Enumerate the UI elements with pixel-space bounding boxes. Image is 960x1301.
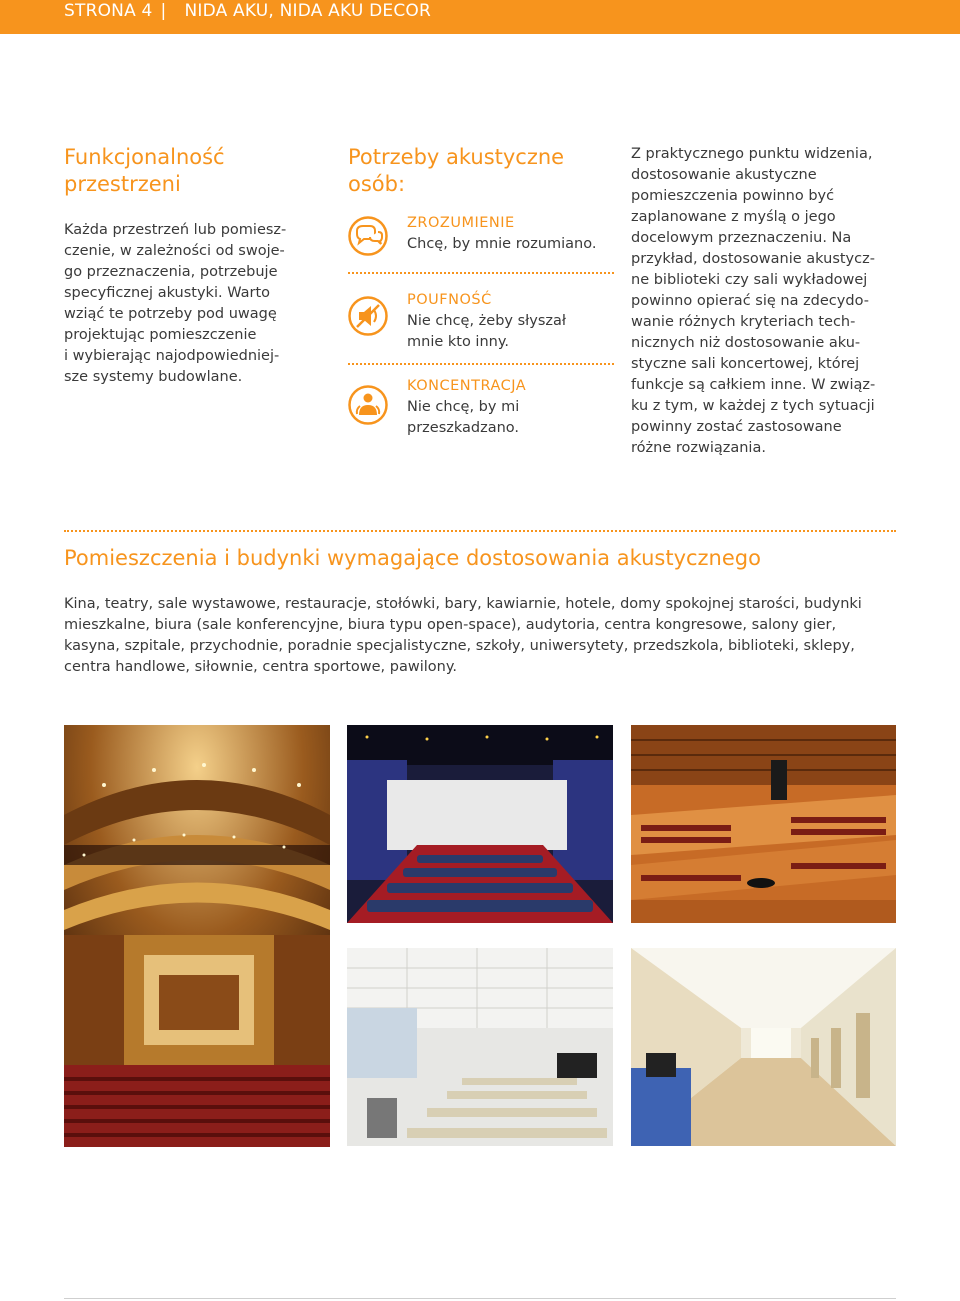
practical-line: ku z tym, w każdej z tych sytuacji xyxy=(631,398,875,414)
functionality-line: go przeznaczenia, potrzebuje xyxy=(64,264,278,280)
practical-line: styczne sali koncertowej, której xyxy=(631,356,860,372)
section-divider xyxy=(64,530,896,532)
practical-line: Z praktycznego punktu widzenia, xyxy=(631,146,873,162)
corridor-photo xyxy=(631,948,896,1146)
practical-line: docelowym przeznaczeniu. Na xyxy=(631,230,852,246)
divider xyxy=(348,363,614,365)
functionality-line: i wybierając najodpowiedniej- xyxy=(64,348,280,364)
product-name: NIDA AKU, NIDA AKU DECOR xyxy=(184,1,432,21)
acoustic-needs-title-line1: Potrzeby akustyczne xyxy=(348,145,565,169)
functionality-title xyxy=(64,144,314,198)
need-text xyxy=(407,397,612,439)
need-text-line: Nie chcę, żeby słyszał xyxy=(407,313,567,329)
practical-line: dostosowanie akustyczne xyxy=(631,167,817,183)
functionality-line: projektując pomieszczenie xyxy=(64,327,257,343)
practical-line: pomieszczenia powinno być xyxy=(631,188,835,204)
theatre-photo xyxy=(64,725,330,1147)
need-heading: ZROZUMIENIE xyxy=(407,215,515,231)
functionality-line: wziąć te potrzeby pod uwagę xyxy=(64,306,277,322)
need-text-line: Nie chcę, by mi xyxy=(407,399,520,415)
functionality-line: specyficznej akustyki. Warto xyxy=(64,285,271,301)
bottom-divider xyxy=(64,1298,896,1299)
functionality-line: czenie, w zależności od swoje- xyxy=(64,243,285,259)
functionality-text xyxy=(64,220,314,388)
functionality-line: Każda przestrzeń lub pomiesz- xyxy=(64,222,287,238)
need-text-line: przeszkadzano. xyxy=(407,420,520,436)
concert-hall-photo xyxy=(631,725,896,923)
practical-line: funkcje są całkiem inne. W związ- xyxy=(631,377,876,393)
person-icon xyxy=(348,385,388,425)
divider xyxy=(348,272,614,274)
functionality-title-line1: Funkcjonalność xyxy=(64,145,225,169)
speech-bubble-icon xyxy=(348,216,388,256)
section-line: kasyna, szpitale, przychodnie, poradnie specjalistyczne, szkoły, uniwersytety, przedszkola, biblioteki, sklepy, xyxy=(64,638,855,654)
need-heading: POUFNOŚĆ xyxy=(407,292,492,308)
need-text xyxy=(407,311,612,353)
section-line: centra handlowe, siłownie, centra sportowe, pawilony. xyxy=(64,659,457,675)
header-separator: | xyxy=(160,1,167,21)
header-bar xyxy=(0,0,960,34)
functionality-column xyxy=(64,144,314,388)
functionality-line: sze systemy budowlane. xyxy=(64,369,243,385)
need-text-line: mnie kto inny. xyxy=(407,334,509,350)
practical-text xyxy=(631,144,896,459)
need-text-line: Chcę, by mnie rozumiano. xyxy=(407,236,597,252)
practical-line: przykład, dostosowanie akustycz- xyxy=(631,251,875,267)
practical-line: powinno opierać się na zdecydo- xyxy=(631,293,869,309)
need-heading: KONCENTRACJA xyxy=(407,378,527,394)
classroom-photo xyxy=(347,948,613,1146)
need-text xyxy=(407,234,612,255)
section-text xyxy=(64,594,896,678)
header-text xyxy=(64,0,431,34)
acoustic-needs-title xyxy=(348,144,614,198)
acoustic-needs-title-line2: osób: xyxy=(348,172,406,196)
section-line: mieszkalne, biura (sale konferencyjne, biura typu open-space), audytoria, centra kongresowe, salony gier, xyxy=(64,617,837,633)
cinema-photo xyxy=(347,725,613,923)
practical-line: różne rozwiązania. xyxy=(631,440,766,456)
practical-line: nicznych niż dostosowanie aku- xyxy=(631,335,861,351)
practical-line: wanie różnych kryteriach tech- xyxy=(631,314,856,330)
muted-speaker-icon xyxy=(348,296,388,336)
functionality-title-line2: przestrzeni xyxy=(64,172,181,196)
practical-line: powinny zostać zastosowane xyxy=(631,419,842,435)
page-label: STRONA 4 xyxy=(64,1,153,21)
practical-line: zaplanowane z myślą o jego xyxy=(631,209,836,225)
section-line: Kina, teatry, sale wystawowe, restauracje, stołówki, bary, kawiarnie, hotele, domy spokojnej starości, budynki xyxy=(64,596,862,612)
practical-line: ne biblioteki czy sali wykładowej xyxy=(631,272,868,288)
section-title: Pomieszczenia i budynki wymagające dostosowania akustycznego xyxy=(64,546,761,570)
acoustic-needs-column xyxy=(348,144,614,436)
